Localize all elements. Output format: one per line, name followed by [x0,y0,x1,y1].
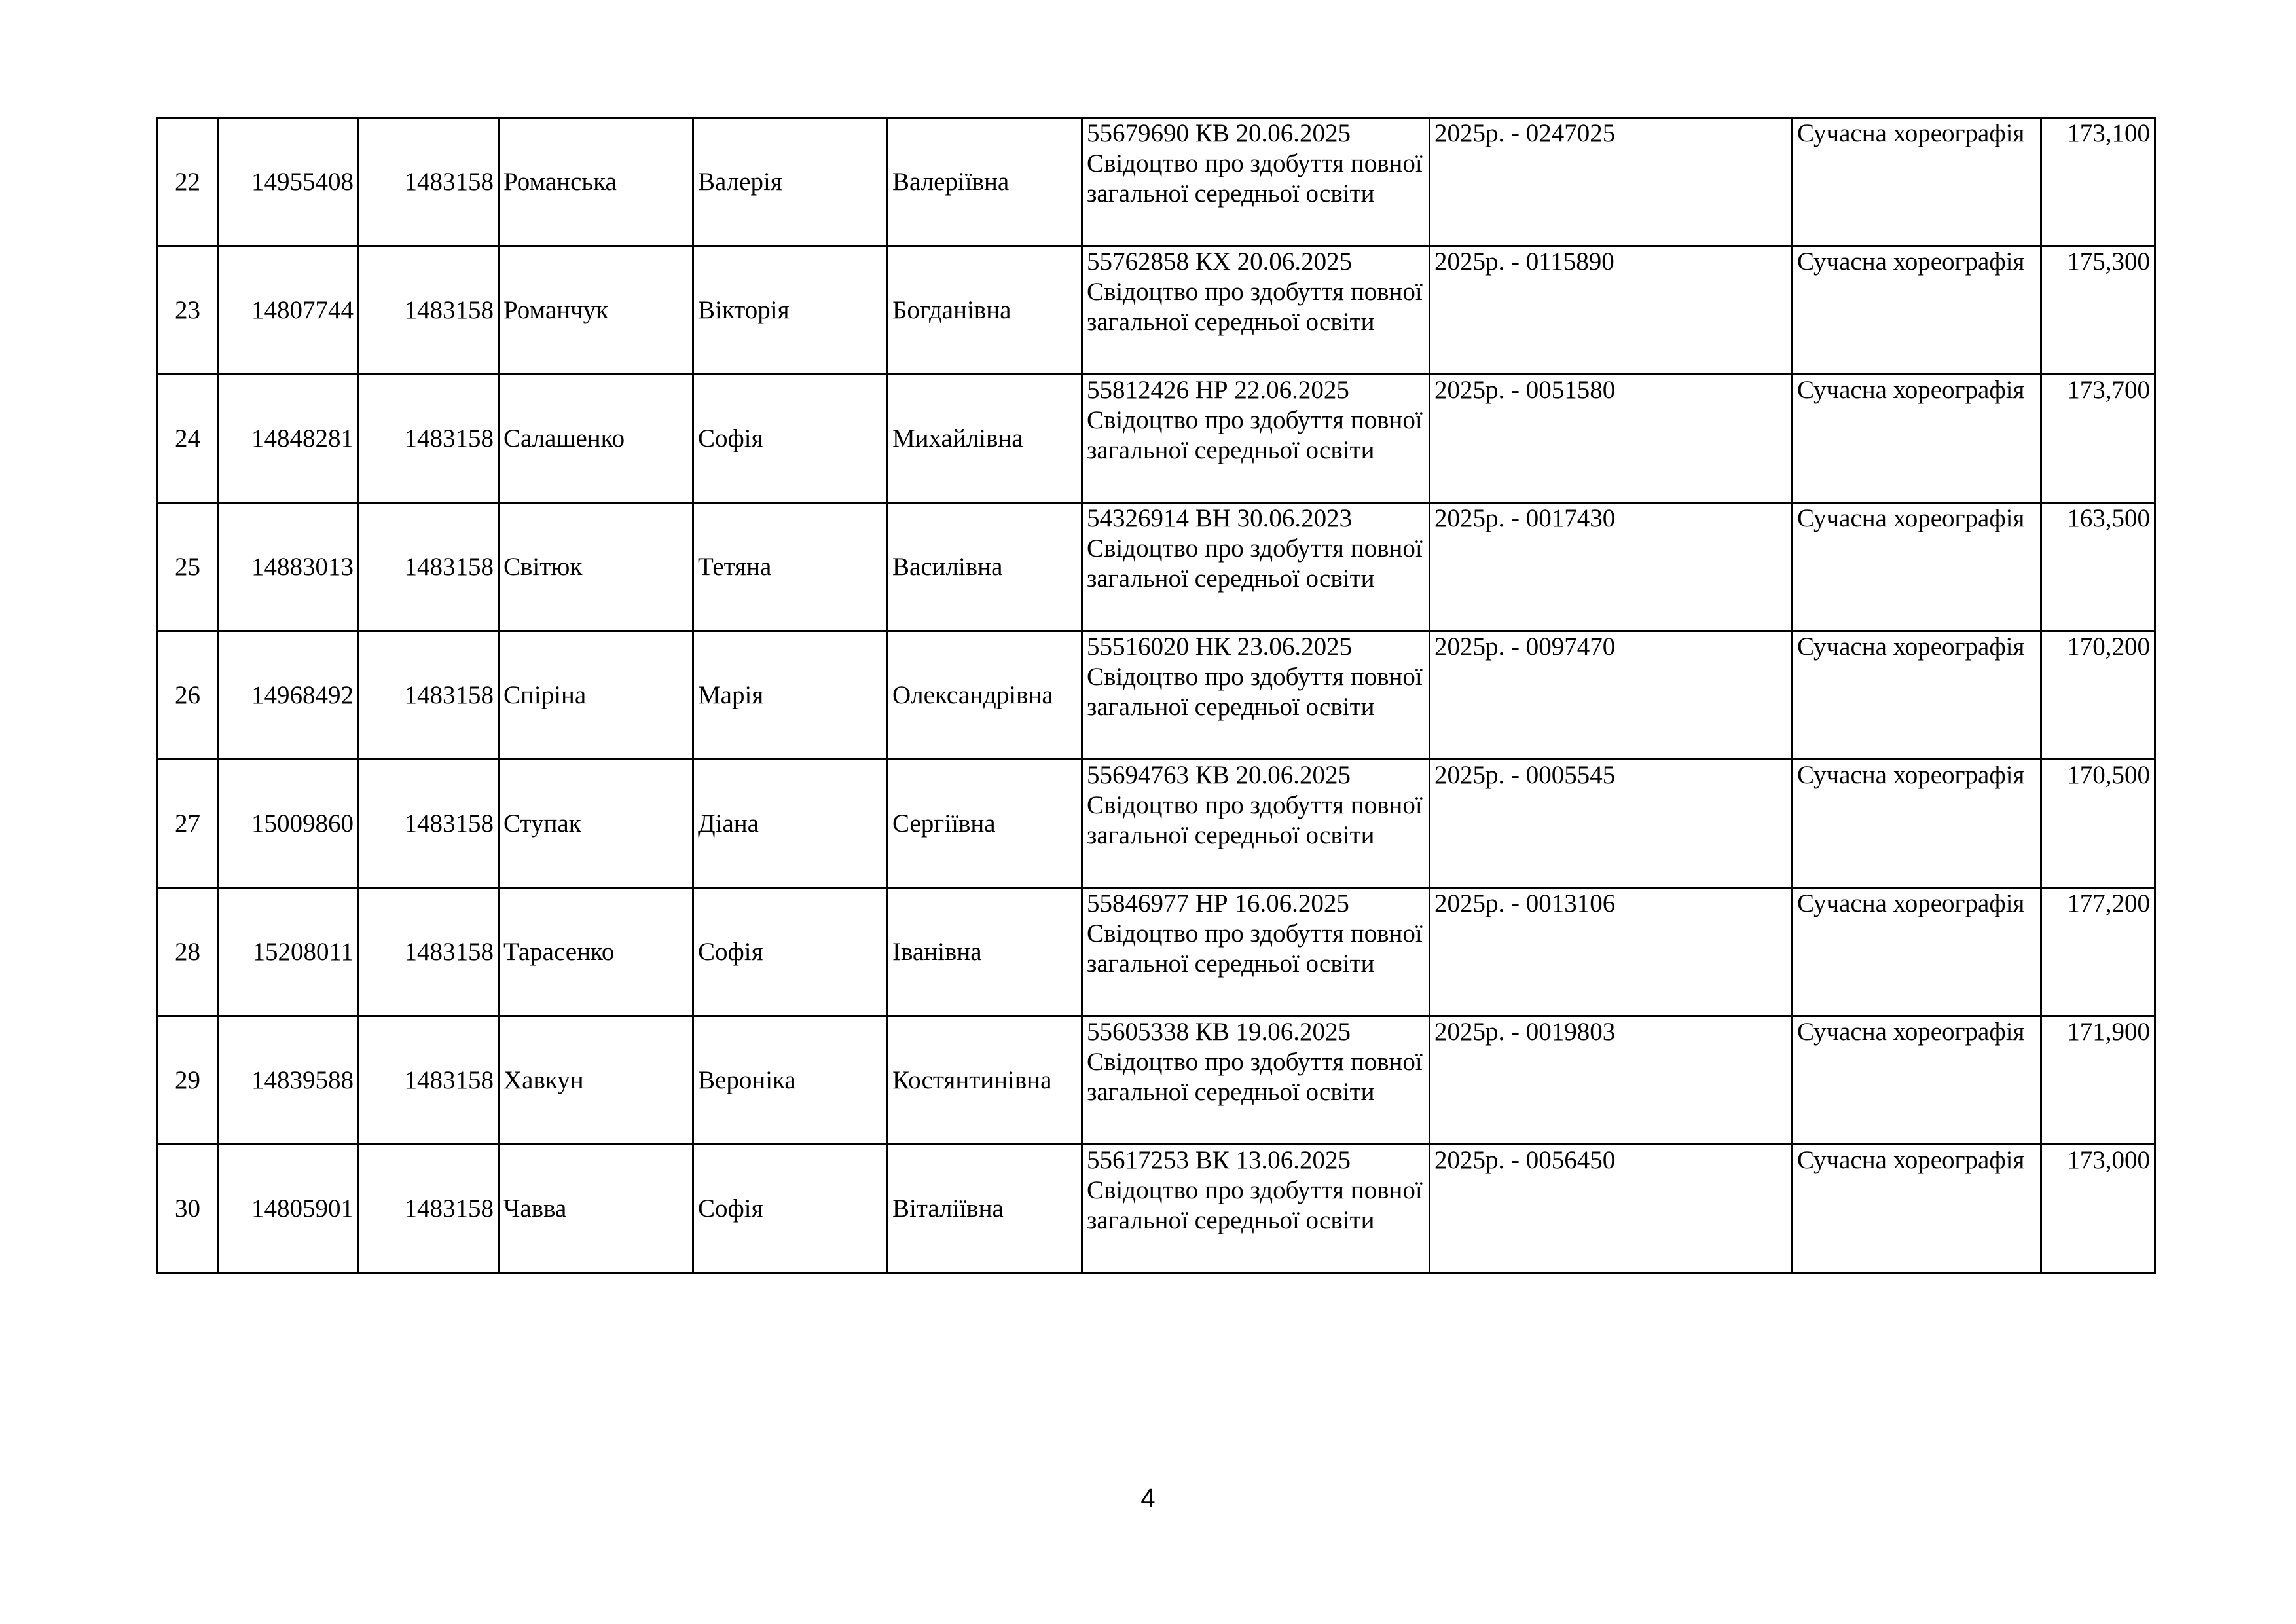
table-row [157,1145,2155,1273]
first-name-cell: Вероніка [693,1016,888,1145]
first-name-cell: Софія [693,1145,888,1273]
row-number-cell: 29 [157,1016,219,1145]
surname-cell: Романська [499,118,693,246]
surname-cell: Чавва [499,1145,693,1273]
document-type: Свідоцтво про здобуття повної загальної середньої освіти [1087,149,1423,208]
row-number-cell: 28 [157,888,219,1016]
document-number: 55679690 КВ 20.06.2025 [1087,119,1351,147]
program-code-cell: 1483158 [359,888,499,1016]
document-number: 55694763 КВ 20.06.2025 [1087,761,1351,789]
applicant-id-cell: 14955408 [219,118,359,246]
registration-cell: 2025р. - 0056450 [1430,1145,1793,1273]
applicant-id-cell: 14807744 [219,246,359,375]
score-cell: 170,500 [2041,760,2155,888]
document-number: 55516020 НК 23.06.2025 [1087,633,1353,661]
document-number: 54326914 ВН 30.06.2023 [1087,504,1353,532]
document-type: Свідоцтво про здобуття повної загальної середньої освіти [1087,406,1423,464]
registration-cell: 2025р. - 0005545 [1430,760,1793,888]
document-cell [1082,631,1430,760]
applicants-table [156,117,2156,1274]
applicant-id-cell: 14805901 [219,1145,359,1273]
document-number: 55617253 ВК 13.06.2025 [1087,1146,1351,1174]
page-number: 4 [1140,1484,1156,1513]
patronymic-cell: Олександрівна [888,631,1082,760]
registration-cell: 2025р. - 0017430 [1430,503,1793,631]
row-number-cell: 24 [157,375,219,503]
document-cell [1082,888,1430,1016]
program-code-cell: 1483158 [359,503,499,631]
table-row [157,246,2155,375]
first-name-cell: Софія [693,375,888,503]
surname-cell: Тарасенко [499,888,693,1016]
document-type: Свідоцтво про здобуття повної загальної середньої освіти [1087,534,1423,593]
score-cell: 173,000 [2041,1145,2155,1273]
row-number-cell: 25 [157,503,219,631]
program-code-cell: 1483158 [359,246,499,375]
program-code-cell: 1483158 [359,375,499,503]
first-name-cell: Софія [693,888,888,1016]
registration-cell: 2025р. - 0115890 [1430,246,1793,375]
first-name-cell: Марія [693,631,888,760]
program-code-cell: 1483158 [359,1145,499,1273]
program-code-cell: 1483158 [359,760,499,888]
specialty-cell: Сучасна хореографія [1793,246,2041,375]
surname-cell: Хавкун [499,1016,693,1145]
document-type: Свідоцтво про здобуття повної загальної середньої освіти [1087,278,1423,336]
document-type: Свідоцтво про здобуття повної загальної середньої освіти [1087,791,1423,849]
table-row [157,760,2155,888]
specialty-cell: Сучасна хореографія [1793,1145,2041,1273]
specialty-cell: Сучасна хореографія [1793,503,2041,631]
applicant-id-cell: 14848281 [219,375,359,503]
first-name-cell: Тетяна [693,503,888,631]
specialty-cell: Сучасна хореографія [1793,375,2041,503]
program-code-cell: 1483158 [359,118,499,246]
document-number: 55846977 НР 16.06.2025 [1087,889,1349,917]
score-cell: 173,700 [2041,375,2155,503]
row-number-cell: 23 [157,246,219,375]
specialty-cell: Сучасна хореографія [1793,631,2041,760]
score-cell: 177,200 [2041,888,2155,1016]
patronymic-cell: Іванівна [888,888,1082,1016]
first-name-cell: Валерія [693,118,888,246]
registration-cell: 2025р. - 0097470 [1430,631,1793,760]
surname-cell: Салашенко [499,375,693,503]
surname-cell: Ступак [499,760,693,888]
document-cell [1082,246,1430,375]
table-row [157,375,2155,503]
document-number: 55605338 КВ 19.06.2025 [1087,1018,1351,1046]
surname-cell: Романчук [499,246,693,375]
row-number-cell: 26 [157,631,219,760]
document-type: Свідоцтво про здобуття повної загальної середньої освіти [1087,1048,1423,1106]
document-cell [1082,375,1430,503]
program-code-cell: 1483158 [359,631,499,760]
patronymic-cell: Сергіївна [888,760,1082,888]
document-cell [1082,1145,1430,1273]
patronymic-cell: Костянтинівна [888,1016,1082,1145]
row-number-cell: 27 [157,760,219,888]
document-type: Свідоцтво про здобуття повної загальної середньої освіти [1087,919,1423,978]
specialty-cell: Сучасна хореографія [1793,888,2041,1016]
score-cell: 171,900 [2041,1016,2155,1145]
table-row [157,888,2155,1016]
applicant-id-cell: 14968492 [219,631,359,760]
surname-cell: Спіріна [499,631,693,760]
document-type: Свідоцтво про здобуття повної загальної середньої освіти [1087,1176,1423,1234]
document-cell [1082,1016,1430,1145]
applicant-id-cell: 14883013 [219,503,359,631]
score-cell: 175,300 [2041,246,2155,375]
specialty-cell: Сучасна хореографія [1793,760,2041,888]
score-cell: 170,200 [2041,631,2155,760]
applicant-id-cell: 14839588 [219,1016,359,1145]
document-number: 55762858 КХ 20.06.2025 [1087,248,1353,276]
specialty-cell: Сучасна хореографія [1793,1016,2041,1145]
registration-cell: 2025р. - 0019803 [1430,1016,1793,1145]
table-row [157,118,2155,246]
document-cell [1082,503,1430,631]
applicant-id-cell: 15208011 [219,888,359,1016]
document-number: 55812426 НР 22.06.2025 [1087,376,1349,404]
applicant-id-cell: 15009860 [219,760,359,888]
table-row [157,631,2155,760]
table-body [157,118,2155,1273]
patronymic-cell: Віталіївна [888,1145,1082,1273]
row-number-cell: 22 [157,118,219,246]
registration-cell: 2025р. - 0013106 [1430,888,1793,1016]
document-cell [1082,760,1430,888]
specialty-cell: Сучасна хореографія [1793,118,2041,246]
patronymic-cell: Василівна [888,503,1082,631]
document-type: Свідоцтво про здобуття повної загальної середньої освіти [1087,663,1423,721]
surname-cell: Світюк [499,503,693,631]
patronymic-cell: Валеріївна [888,118,1082,246]
registration-cell: 2025р. - 0051580 [1430,375,1793,503]
patronymic-cell: Богданівна [888,246,1082,375]
first-name-cell: Вікторія [693,246,888,375]
score-cell: 163,500 [2041,503,2155,631]
patronymic-cell: Михайлівна [888,375,1082,503]
document-cell [1082,118,1430,246]
first-name-cell: Діана [693,760,888,888]
row-number-cell: 30 [157,1145,219,1273]
program-code-cell: 1483158 [359,1016,499,1145]
table-row [157,1016,2155,1145]
score-cell: 173,100 [2041,118,2155,246]
table-row [157,503,2155,631]
registration-cell: 2025р. - 0247025 [1430,118,1793,246]
